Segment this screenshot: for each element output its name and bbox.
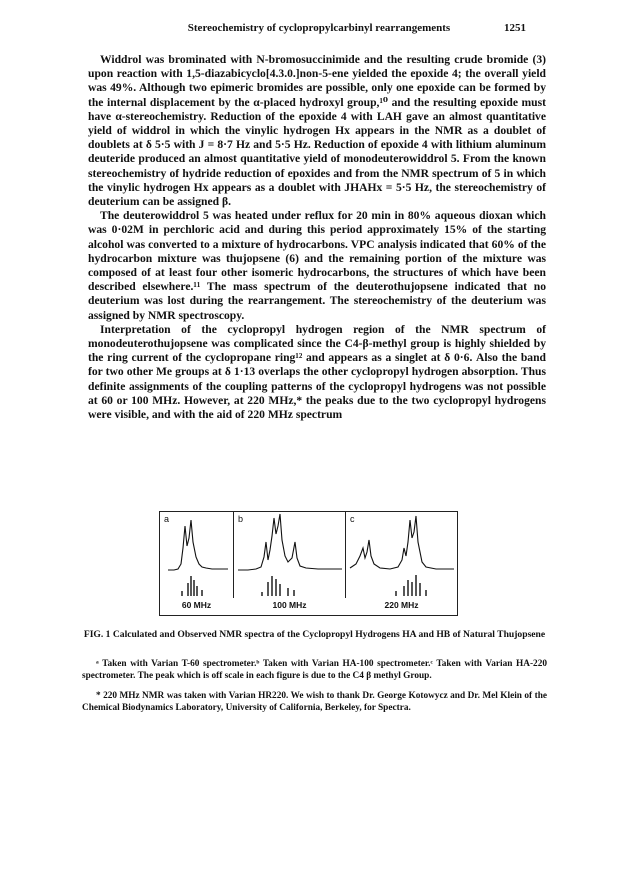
panel-letter-c: c	[350, 514, 355, 524]
panel-letter-a: a	[164, 514, 170, 524]
nmr-spectra-figure	[159, 511, 458, 616]
spectrum-panel-a	[160, 512, 233, 615]
frequency-label-a: 60 MHz	[181, 600, 212, 610]
spectrum-trace-a	[160, 512, 233, 602]
body-text	[88, 53, 546, 422]
running-title: Stereochemistry of cyclopropylcarbinyl rearrangements	[187, 22, 451, 34]
footnote-spectrometers: ᵃ Taken with Varian T-60 spectrometer.ᵇ Taken with Varian HA-100 spectrometer.ᶜ Taken with Varian HA-220 spectrometer. The peak which is off scale in each figure is due to the C4 β methyl Group.	[82, 659, 547, 682]
page-header	[112, 22, 526, 36]
footnote-acknowledgement: * 220 MHz NMR was taken with Varian HR220. We wish to thank Dr. George Kotowycz and Dr. Mel Klein of the Chemical Biodynamics Laboratory, University of California, Berkeley, for Spectra.	[82, 691, 547, 714]
panel-letter-b: b	[238, 514, 244, 524]
figure-caption: FIG. 1 Calculated and Observed NMR spectra of the Cyclopropyl Hydrogens HA and HB of Natural Thujopsene	[83, 629, 546, 640]
paragraph-2: The deuterowiddrol 5 was heated under reflux for 20 min in 80% aqueous dioxan which was 0·02M in perchloric acid and during this period approximately 15% of the starting alcohol was converted to a mixture of hydrocarbons. VPC analysis indicated that 60% of the hydrocarbon mixture was thujopsene (6) and the remaining portion of the mixture was composed of at least four other isomeric hydrocarbons, the structures of which have been described elsewhere.¹¹ The mass spectrum of the deuterothujopsene indicated that no deuterium was lost during the rearrangement. The stereochemistry of the deuterium was assigned by NMR spectroscopy.	[88, 209, 546, 322]
spectrum-panel-c	[346, 512, 457, 615]
frequency-label-b: 100 MHz	[272, 600, 307, 610]
paragraph-1: Widdrol was brominated with N-bromosuccinimide and the resulting crude bromide (3) upon reaction with 1,5-diazabicyclo[4.3.0.]non-5-ene yielded the epoxide 4; the overall yield was 49%. Although two epimeric bromides are possible, only one epoxide can be formed by the internal displacement by the α-placed hydroxyl group,¹⁰ and the resulting epoxide must have α-stereochemistry. Reduction of the epoxide 4 with LAH gave an almost quantitative yield of widdrol in which the vinylic hydrogen Hx appears in the NMR as a doublet of doublets at δ 5·5 with J = 8·7 Hz and 5·5 Hz. Reduction of epoxide 4 with lithium aluminum deuteride produced an almost quantitative yield of monodeuterowiddrol 5. From the known stereochemistry of hydride reduction of epoxides and from the NMR spectrum of 5 in which the vinylic hydrogen Hx appears as a doublet with JHAHx = 5·5 Hz, the stereochemistry of deuterium can be assigned β.	[88, 53, 546, 209]
spectrum-trace-b	[234, 512, 345, 602]
spectrum-trace-c	[346, 512, 457, 602]
page-number: 1251	[504, 22, 526, 34]
spectrum-panel-b	[234, 512, 345, 615]
paragraph-3: Interpretation of the cyclopropyl hydrogen region of the NMR spectrum of monodeuterothujopsene was complicated since the C4-β-methyl group is highly shielded by the ring current of the cyclopropane ring¹² and appears as a singlet at δ 0·6. Also the band for two other Me groups at δ 1·13 overlaps the other cyclopropyl hydrogen absorption. Thus definite assignments of the coupling patterns of the cyclopropyl hydrogens was not possible at 60 or 100 MHz. However, at 220 MHz,* the peaks due to the two cyclopropyl hydrogens were visible, and with the aid of 220 MHz spectrum	[88, 322, 546, 422]
frequency-label-c: 220 MHz	[384, 600, 419, 610]
